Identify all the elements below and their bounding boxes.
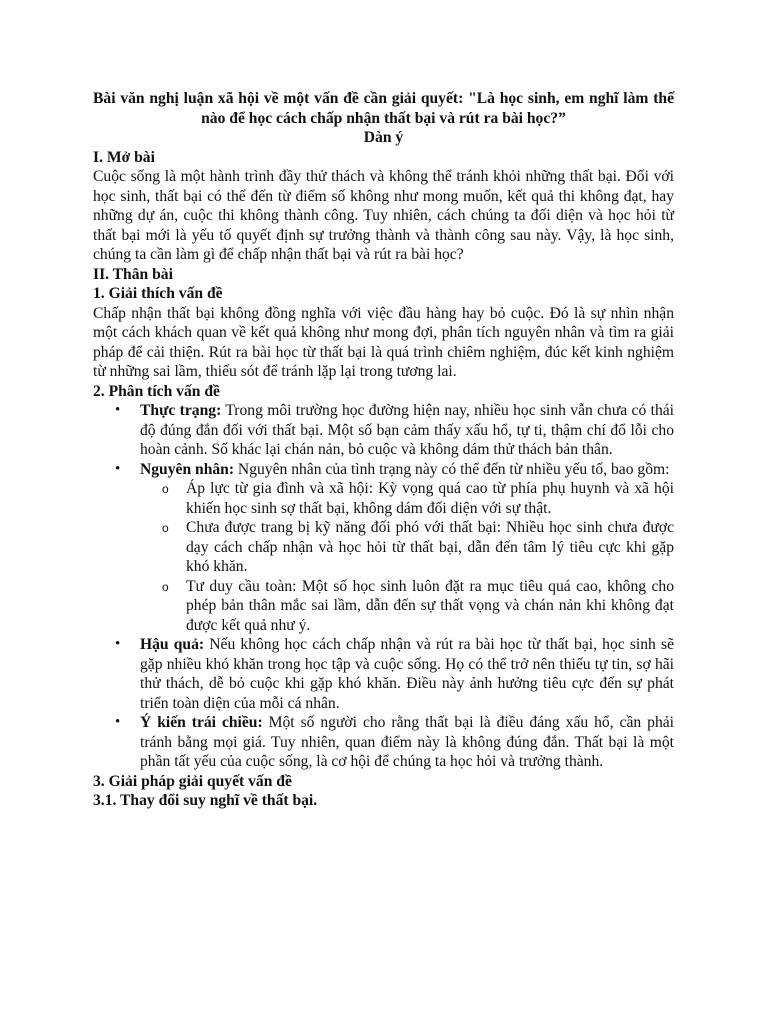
document-page bbox=[93, 89, 674, 811]
list-item-text: Một số người cho rằng thất bại là điều đáng xấu hổ, cần phải tránh bằng mọi giá. Tuy nhiên, quan điểm này là không đúng đắn. Thất bại là một phần tất yếu của cuộc sống, là cơ hội để chúng ta học hỏi và trưởng thành. bbox=[140, 714, 674, 770]
list-item-lead: Ý kiến trái chiều: bbox=[140, 714, 263, 731]
list-item-causes bbox=[140, 460, 674, 636]
outline-label: Dàn ý bbox=[363, 129, 404, 146]
section-1-heading: 1. Giải thích vấn đề bbox=[93, 285, 223, 302]
causes-sublist bbox=[140, 479, 674, 635]
sublist-item: o Chưa được trang bị kỹ năng đối phó với thất bại: Nhiều học sinh chưa được dạy cách chấp nhận và học hỏi từ thất bại, dẫn đến tâm lý tiêu cực khi gặp khó khăn. bbox=[186, 518, 674, 577]
section-3-1-heading: 3.1. Thay đổi suy nghĩ về thất bại. bbox=[93, 792, 318, 809]
intro-paragraph: Cuộc sống là một hành trình đầy thử thách và không thể tránh khỏi những thất bại. Đối với học sinh, thất bại có thể đến từ điểm số không như mong muốn, kết quả thi không đạt, hay những dự án, cuộc thi không thành công. Tuy nhiên, cách chúng ta đối diện và học hỏi từ thất bại mới là yếu tố quyết định sự trưởng thành và thành công sau này. Vậy, là học sinh, chúng ta cần làm gì để chấp nhận thất bại và rút ra bài học? bbox=[93, 168, 674, 263]
body-heading: II. Thân bài bbox=[93, 265, 173, 283]
list-item-lead: Nguyên nhân: bbox=[140, 460, 235, 478]
section-3-heading: 3. Giải pháp giải quyết vấn đề bbox=[93, 772, 292, 790]
section-1-paragraph: Chấp nhận thất bại không đồng nghĩa với việc đầu hàng hay bỏ cuộc. Đó là sự nhìn nhận một cách khách quan về kết quả không như mong đợi, phân tích nguyên nhân và tìm ra giải pháp để cải thiện. Rút ra bài học từ thất bại là quá trình chiêm nghiệm, đúc kết kinh nghiệm từ những sai lầm, thiếu sót để tránh lặp lại trong tương lai. bbox=[93, 304, 674, 380]
sublist-item: o Áp lực từ gia đình và xã hội: Kỳ vọng quá cao từ phía phụ huynh và xã hội khiến học sinh sợ thất bại, không dám đối diện với sự thật. bbox=[186, 479, 674, 518]
list-item-consequences bbox=[140, 635, 674, 713]
list-item-current-state bbox=[140, 401, 674, 460]
list-item-text: Trong môi trường học đường hiện nay, nhiều học sinh vẫn chưa có thái độ đúng đắn đối với thất bại. Một số bạn cảm thấy xấu hổ, tự ti, thậm chí đổ lỗi cho hoàn cảnh. Số khác lại chán nản, bỏ cuộc và không dám thử thách bản thân. bbox=[140, 402, 674, 458]
analysis-list bbox=[93, 401, 674, 772]
list-item-opposing-view bbox=[140, 713, 674, 772]
list-item-lead: Thực trạng: bbox=[140, 402, 222, 419]
section-2-heading: 2. Phân tích vấn đề bbox=[93, 382, 220, 400]
list-item-text: Nếu không học cách chấp nhận và rút ra bài học từ thất bại, học sinh sẽ gặp nhiều khó khăn trong học tập và cuộc sống. Họ có thể trở nên thiếu tự tin, sợ hãi thử thách, dễ bỏ cuộc khi gặp khó khăn. Điều này ảnh hưởng tiêu cực đến sự phát triển toàn diện của mỗi cá nhân. bbox=[140, 636, 674, 712]
sublist-item: o Tư duy cầu toàn: Một số học sinh luôn đặt ra mục tiêu quá cao, không cho phép bản thân mắc sai lầm, dẫn đến sự thất vọng và chán nản khi không đạt được kết quả như ý. bbox=[186, 577, 674, 636]
document-title: Bài văn nghị luận xã hội về một vấn đề cần giải quyết: "Là học sinh, em nghĩ làm thế nào để học cách chấp nhận thất bại và rút ra bài học?” bbox=[93, 90, 674, 127]
list-item-text: Nguyên nhân của tình trạng này có thể đến từ nhiều yếu tố, bao gồm: bbox=[234, 460, 670, 478]
list-item-lead: Hậu quả: bbox=[140, 636, 205, 653]
intro-heading: I. Mở bài bbox=[93, 148, 155, 166]
